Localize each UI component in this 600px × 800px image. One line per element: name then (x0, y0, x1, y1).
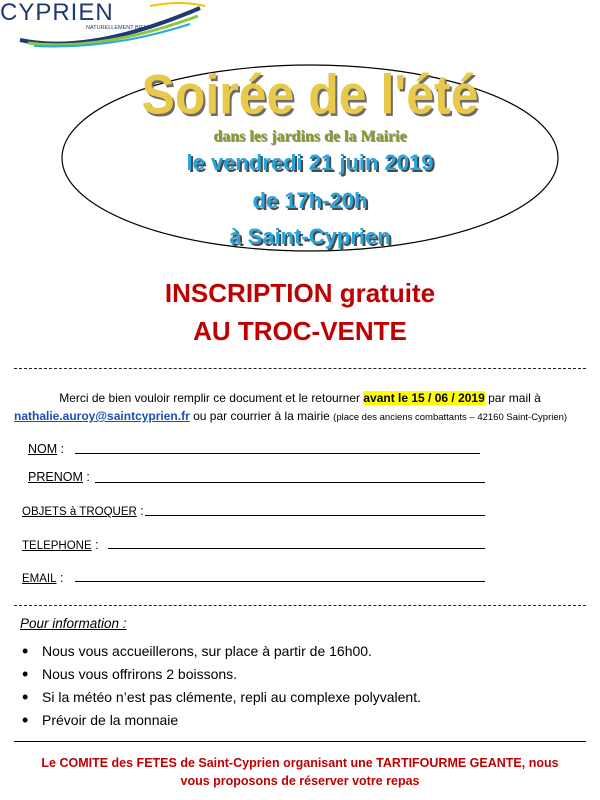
deadline-highlight: avant le 15 / 06 / 2019 (363, 391, 485, 405)
info-list (20, 640, 580, 732)
telephone-line[interactable] (108, 548, 485, 549)
intro-text-before: Merci de bien vouloir remplir ce document et le retourner (59, 391, 364, 405)
event-subtitle: dans les jardins de la Mairie (213, 128, 407, 145)
event-place: à Saint-Cyprien (229, 224, 391, 249)
field-objets[interactable]: OBJETS à TROQUER : (22, 504, 144, 518)
field-prenom[interactable]: PRENOM : (28, 470, 90, 484)
field-telephone[interactable]: TELEPHONE : (22, 538, 99, 552)
event-title: Soirée de l'été (141, 63, 479, 126)
field-label: PRENOM (28, 470, 83, 484)
event-time: de 17h-20h (252, 188, 368, 213)
intro-text (0, 391, 600, 405)
footer-notice (20, 754, 580, 790)
intro-contact (14, 409, 600, 423)
list-item: • Nous vous accueillerons, sur place à partir de 16h00. (20, 640, 580, 663)
field-label: EMAIL (22, 573, 57, 585)
headline-line2: AU TROC-VENTE (193, 316, 407, 346)
separator-middle (14, 605, 586, 606)
field-label: NOM (28, 442, 58, 456)
objets-line[interactable] (145, 515, 485, 516)
footer-line2: vous proposons de réserver votre repas (180, 774, 420, 788)
list-item: • Prévoir de la monnaie (20, 709, 580, 732)
prenom-line[interactable] (95, 482, 485, 483)
separator-top (14, 368, 586, 369)
field-nom[interactable]: NOM : (28, 442, 65, 456)
intro-text-after: par mail à (484, 391, 541, 405)
list-item: • Si la météo n’est pas clémente, repli au complexe polyvalent. (20, 686, 580, 709)
contact-email-link[interactable]: nathalie.auroy@saintcyprien.fr (14, 409, 190, 423)
mail-text: ou par courrier à la mairie (189, 409, 334, 423)
logo-tagline: NATURELLEMENT BIEN ! (86, 25, 151, 31)
email-line[interactable] (75, 581, 485, 582)
list-item: • Nous vous offrirons 2 boissons. (20, 663, 580, 686)
event-date: le vendredi 21 juin 2019 (186, 150, 434, 175)
field-email[interactable]: EMAIL : (22, 571, 64, 585)
info-title: Pour information : (20, 616, 127, 631)
mairie-address: (place des anciens combattants – 42160 Saint-Cyprien) (333, 412, 568, 423)
field-label: OBJETS à TROQUER (22, 506, 137, 518)
field-label: TELEPHONE (22, 540, 92, 552)
headline-line1: INSCRIPTION gratuite (164, 278, 436, 308)
logo-name: CYPRIEN (0, 0, 114, 26)
saint-cyprien-logo (0, 0, 210, 50)
separator-bottom (14, 741, 586, 742)
footer-line1: Le COMITE des FETES de Saint-Cyprien organisant une TARTIFOURME GEANTE, nous (41, 756, 559, 770)
nom-line[interactable] (75, 453, 480, 454)
